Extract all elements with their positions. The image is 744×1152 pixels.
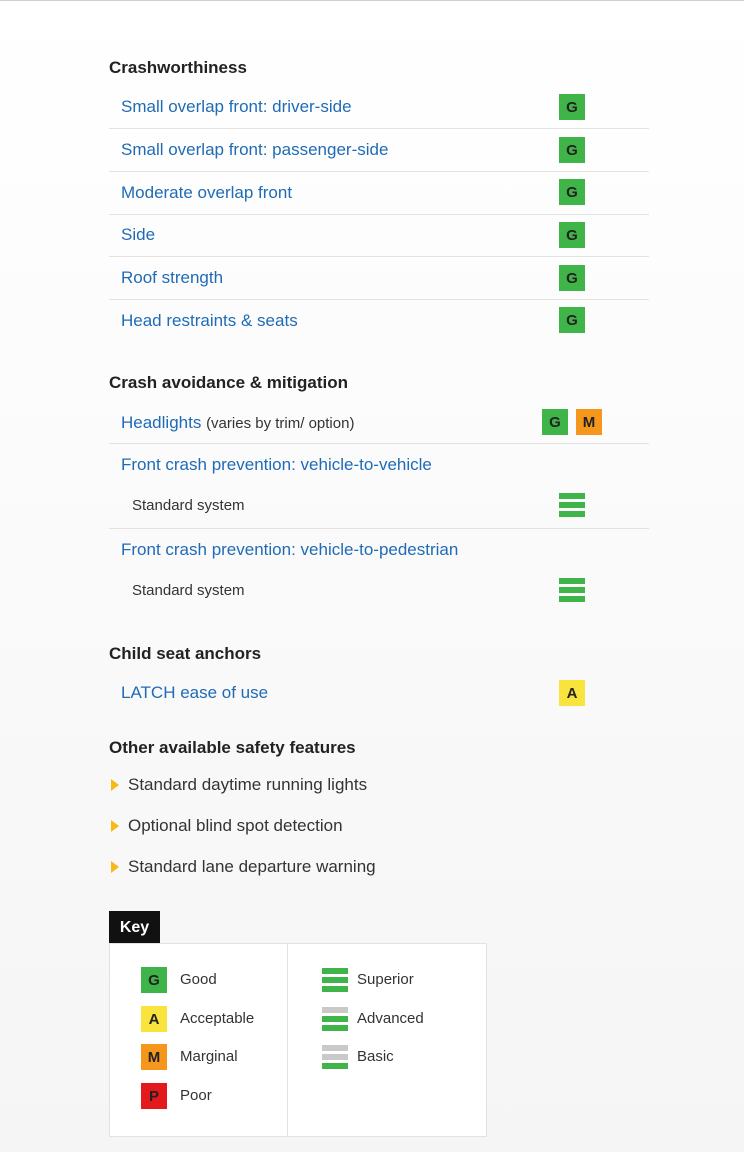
side-link[interactable]: Side [121,225,156,244]
rating-badge: G [559,137,585,163]
row-fcp-vehicle [109,444,649,529]
row-latch [109,672,649,715]
key-legend: G Good A Acceptable M Marginal P Poor Superior Advanced Basic [109,943,487,1137]
small-overlap-passenger-link[interactable]: Small overlap front: passenger-side [121,140,389,159]
row-fcp-pedestrian [109,529,649,613]
rating-badge: G [559,265,585,291]
rating-badge: G [559,307,585,333]
row-roof-strength [109,257,649,300]
row-headlights [109,401,649,444]
basic-rating-icon [322,1044,348,1070]
crashworthiness-heading: Crashworthiness [109,58,247,77]
bullet-triangle-icon [111,820,119,832]
superior-rating-icon [559,492,585,518]
crash-avoidance-heading: Crash avoidance & mitigation [109,373,348,392]
rating-badge: A [559,680,585,706]
row-small-overlap-passenger [109,129,649,172]
bullet-triangle-icon [111,861,119,873]
rating-badge-marginal: M [576,409,602,435]
roof-strength-link[interactable]: Roof strength [121,268,224,287]
headlights-note: (varies by trim/ option) [206,415,355,432]
row-small-overlap-driver [109,86,649,129]
key-heading: Key [109,911,160,944]
rating-badge: G [559,222,585,248]
moderate-overlap-link[interactable]: Moderate overlap front [121,183,293,202]
standard-system-label: Standard system [132,497,245,514]
headlights-link[interactable]: Headlights [121,413,202,432]
superior-rating-icon [322,967,348,993]
head-restraints-link[interactable]: Head restraints & seats [121,311,298,330]
latch-link[interactable]: LATCH ease of use [121,683,269,702]
fcp-vehicle-link[interactable]: Front crash prevention: vehicle-to-vehicle [121,455,432,474]
other-features-heading: Other available safety features [109,738,356,757]
row-head-restraints [109,300,649,343]
superior-rating-icon [559,577,585,603]
fcp-pedestrian-link[interactable]: Front crash prevention: vehicle-to-pedestrian [121,540,459,559]
key-divider [287,944,288,1136]
rating-badge-good: G [542,409,568,435]
bullet-triangle-icon [111,779,119,791]
row-moderate-overlap [109,172,649,215]
row-side [109,215,649,257]
small-overlap-driver-link[interactable]: Small overlap front: driver-side [121,97,352,116]
child-seat-heading: Child seat anchors [109,644,262,663]
rating-badge: G [559,94,585,120]
standard-system-label: Standard system [132,582,245,599]
advanced-rating-icon [322,1006,348,1032]
rating-badge: G [559,179,585,205]
